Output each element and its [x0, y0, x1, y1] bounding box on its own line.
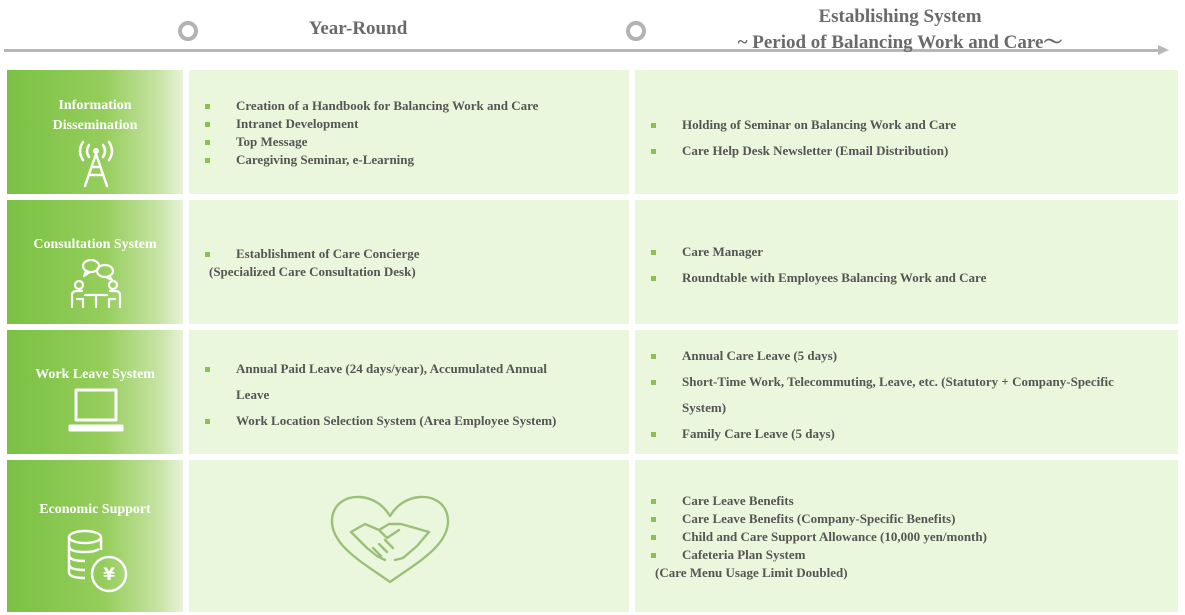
list-item: Short-Time Work, Telecommuting, Leave, etc. (Statutory + Company-Specific [651, 369, 1114, 395]
phase-label-year-round: Year-Round [308, 18, 408, 39]
list-item: Caregiving Seminar, e-Learning [205, 151, 538, 169]
list-item: Work Location Selection System (Area Employee System) [205, 408, 556, 434]
row-title: Economic Support [39, 502, 151, 517]
list-item-note: (Care Menu Usage Limit Doubled) [655, 565, 848, 580]
cell-work-leave-establishing [635, 330, 1178, 454]
row-title: Work Leave System [35, 367, 155, 382]
list-item: Establishment of Care Concierge [205, 245, 420, 263]
row-header-information-dissemination [7, 70, 183, 194]
list-information-year-round [205, 97, 538, 169]
list-item-continuation: System) [682, 400, 727, 415]
list-item: Child and Care Support Allowance (10,000 yen/month) [651, 528, 987, 546]
list-consultation-establishing [651, 239, 986, 291]
list-item-note: (Specialized Care Consultation Desk) [209, 264, 416, 279]
list-item: Cafeteria Plan System [651, 546, 987, 564]
phase-label-establishing-title: Establishing System [818, 6, 982, 27]
list-consultation-year-round [205, 245, 420, 263]
list-item: Annual Care Leave (5 days) [651, 343, 1114, 369]
list-economic-establishing [651, 492, 987, 564]
cell-work-leave-year-round [189, 330, 629, 454]
cell-information-year-round [189, 70, 629, 194]
list-work-leave-establishing-2 [651, 421, 835, 447]
row-header-work-leave-system [7, 330, 183, 454]
cell-consultation-establishing [635, 200, 1178, 324]
heart-handshake-icon [329, 494, 451, 586]
row-title-line1: Information [58, 98, 132, 113]
list-work-leave-year-round [205, 356, 547, 382]
broadcast-tower-icon [72, 140, 120, 188]
svg-text:¥: ¥ [103, 565, 115, 585]
row-header-consultation-system [7, 200, 183, 324]
list-work-leave-establishing [651, 343, 1114, 395]
list-item-continuation: Leave [236, 387, 270, 402]
list-item: Annual Paid Leave (24 days/year), Accumulated Annual [205, 356, 547, 382]
cell-economic-year-round [189, 460, 629, 612]
coins-yen-icon [65, 528, 135, 594]
list-information-establishing [651, 112, 956, 164]
consultation-people-icon [67, 257, 125, 311]
timeline-arrow-head-icon [1158, 45, 1169, 55]
list-item: Care Help Desk Newsletter (Email Distribution) [651, 138, 956, 164]
timeline-marker-establishing-icon [626, 21, 646, 41]
list-item: Roundtable with Employees Balancing Work and Care [651, 265, 986, 291]
list-item: Holding of Seminar on Balancing Work and Care [651, 112, 956, 138]
row-title: Consultation System [33, 237, 157, 252]
cell-economic-establishing [635, 460, 1178, 612]
list-item: Intranet Development [205, 115, 538, 133]
cell-consultation-year-round [189, 200, 629, 324]
list-item: Family Care Leave (5 days) [651, 421, 835, 447]
list-item: Care Leave Benefits [651, 492, 987, 510]
list-item: Top Message [205, 133, 538, 151]
laptop-icon [68, 386, 124, 434]
cell-information-establishing [635, 70, 1178, 194]
list-work-leave-year-round-2 [205, 408, 556, 434]
timeline-marker-year-round-icon [178, 21, 198, 41]
list-item: Creation of a Handbook for Balancing Work and Care [205, 97, 538, 115]
row-title-line2: Dissemination [52, 118, 138, 133]
phase-label-establishing-subtitle: ~ Period of Balancing Work and Care～ [737, 32, 1063, 53]
list-item: Care Leave Benefits (Company-Specific Benefits) [651, 510, 987, 528]
list-item: Care Manager [651, 239, 986, 265]
row-header-economic-support [7, 460, 183, 612]
